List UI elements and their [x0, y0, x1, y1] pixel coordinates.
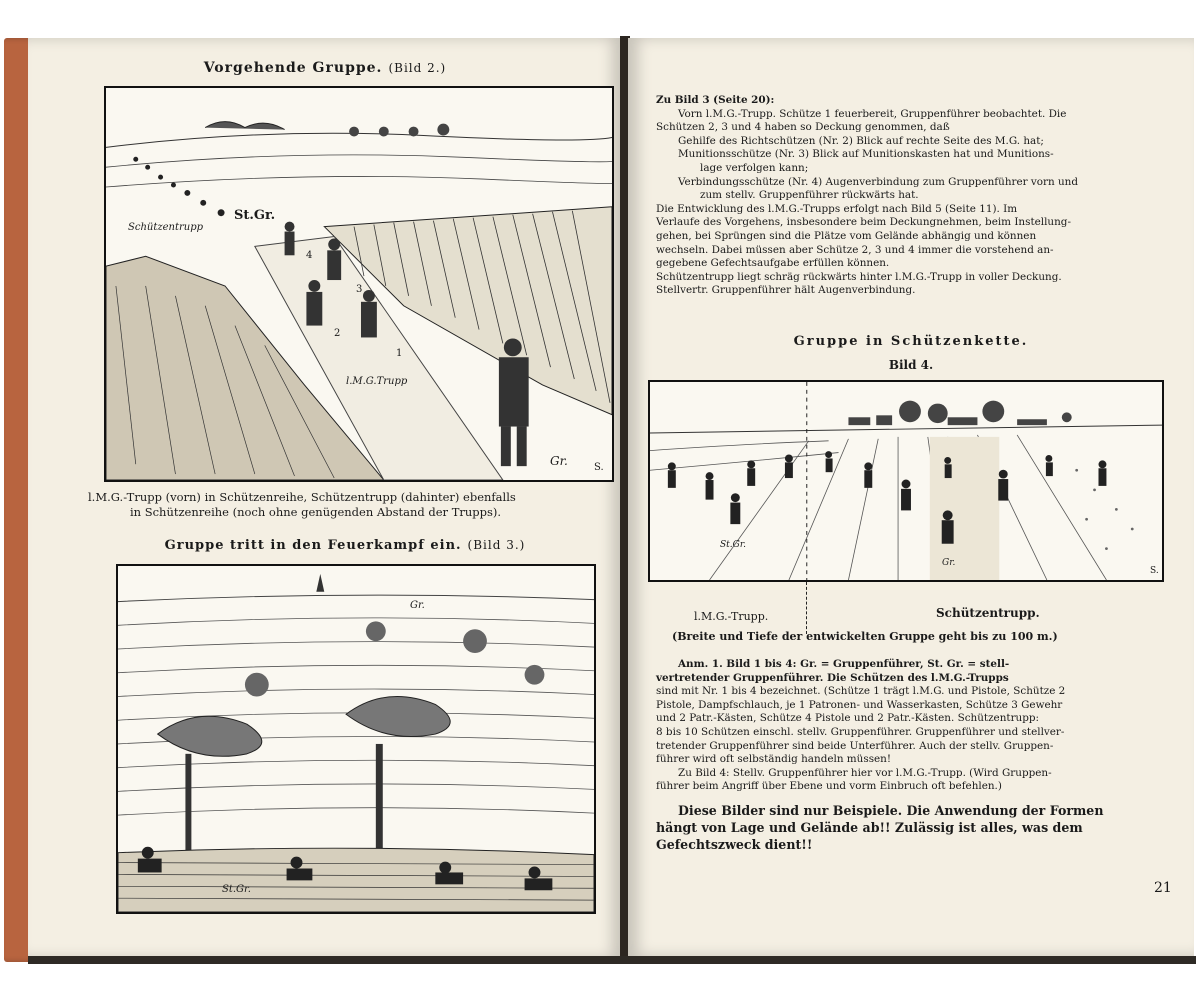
- fig2-caption-line-2: in Schützenreihe (noch ohne genügenden Abstand der Trupps).: [130, 505, 502, 519]
- note-line: führer wird oft selbständig handeln müssen!: [656, 753, 892, 766]
- intro-heading: Zu Bild 3 (Seite 20):: [656, 94, 775, 106]
- body-line: lage verfolgen kann;: [700, 161, 809, 174]
- body-line: Stellvertr. Gruppenführer hält Augenverbindung.: [656, 284, 916, 297]
- fig4-signature: S.: [1150, 566, 1159, 576]
- fig2-label-gr: Gr.: [550, 454, 568, 468]
- note-line: Anm. 1. Bild 1 bis 4: Gr. = Gruppenführer, St. Gr. = stell-: [678, 658, 1010, 670]
- note-line: Pistole, Dampfschlauch, je 1 Patronen- und Wasserkasten, Schütze 3 Gewehr: [656, 698, 1063, 711]
- fig4-title: Gruppe in Schützenkette.: [793, 334, 1029, 349]
- fig2-label-lmg-trupp: l.M.G.Trupp: [346, 376, 408, 387]
- fig4-label-st-gr: St.Gr.: [720, 540, 747, 550]
- intro-text-block: [656, 94, 1176, 298]
- left-page: [28, 38, 622, 958]
- fig3-title-text: Gruppe tritt in den Feuerkampf ein.: [164, 538, 462, 553]
- body-line: Schützen 2, 3 und 4 haben so Deckung genommen, daß: [656, 121, 950, 134]
- figure-2-illustration: [104, 86, 614, 482]
- figure-3-illustration: [116, 564, 596, 914]
- fig2-ref: (Bild 2.): [388, 61, 447, 75]
- body-line: Munitionsschütze (Nr. 3) Blick auf Munitionskasten hat und Munitions-: [678, 148, 1054, 161]
- fig2-signature: S.: [594, 462, 604, 473]
- fig2-label-1: 1: [396, 348, 403, 359]
- fig2-label-st-gr: St.Gr.: [234, 208, 276, 223]
- fig2-title-text: Vorgehende Gruppe.: [203, 60, 383, 76]
- body-line: wechseln. Dabei müssen aber Schütze 2, 3 und 4 immer die vorstehend an-: [656, 243, 1054, 256]
- body-line: Gehilfe des Richtschützen (Nr. 2) Blick auf rechte Seite des M.G. hat;: [678, 134, 1044, 147]
- fig2-label-2: 2: [334, 328, 341, 339]
- note-line: führer beim Angriff über Ebene und vorm Einbruch oft befehlen.): [656, 780, 1002, 793]
- fig3-ref: (Bild 3.): [467, 538, 526, 552]
- fig3-title: [68, 538, 622, 553]
- fig4-divider-line: [806, 582, 807, 634]
- body-line: Die Entwicklung des l.M.G.-Trupps erfolgt nach Bild 5 (Seite 11). Im: [656, 202, 1018, 215]
- note-line: sind mit Nr. 1 bis 4 bezeichnet. (Schütze 1 trägt l.M.G. und Pistole, Schütze 2: [656, 685, 1066, 698]
- fig2-label-4: 4: [306, 250, 313, 261]
- note-line: vertretender Gruppenführer. Die Schützen des l.M.G.-Trupps: [656, 671, 1009, 684]
- note-line: Zu Bild 4: Stellv. Gruppenführer hier vor l.M.G.-Trupp. (Wird Gruppen-: [678, 766, 1052, 779]
- note-line: tretender Gruppenführer sind beide Unterführer. Auch der stellv. Gruppen-: [656, 739, 1054, 752]
- fig2-label-3: 3: [356, 284, 363, 295]
- fig4-note: (Breite und Tiefe der entwickelten Gruppe geht bis zu 100 m.): [672, 630, 1058, 643]
- body-line: zum stellv. Gruppenführer rückwärts hat.: [700, 189, 919, 202]
- closing-line: Gefechtszweck dient!!: [656, 837, 813, 852]
- body-line: Vorn l.M.G.-Trupp. Schütze 1 feuerbereit, Gruppenführer beobachtet. Die: [678, 107, 1067, 120]
- notes-block: [656, 658, 1176, 794]
- fig2-label-schuetzentrupp: Schützentrupp: [128, 222, 204, 233]
- fig4-ref: Bild 4.: [888, 358, 934, 372]
- right-page: [628, 38, 1194, 956]
- body-line: Verlaufe des Vorgehens, insbesondere beim Deckungnehmen, beim Instellung-: [656, 216, 1071, 229]
- fig2-caption: [88, 490, 622, 520]
- closing-block: [656, 802, 1176, 853]
- body-line: gegebene Gefechtsaufgabe erfüllen können.: [656, 257, 890, 270]
- fig4-sub-right: Schützentrupp.: [936, 606, 1040, 620]
- book-bottom-edge: [28, 956, 1196, 964]
- body-line: Verbindungsschütze (Nr. 4) Augenverbindung zum Gruppenführer vorn und: [678, 175, 1079, 188]
- note-line: und 2 Patr.-Kästen, Schütze 4 Pistole und 2 Patr.-Kästen. Schützentrupp:: [656, 712, 1040, 725]
- fig2-caption-line-1: l.M.G.-Trupp (vorn) in Schützenreihe, Schützentrupp (dahinter) ebenfalls: [88, 490, 516, 504]
- closing-line: Diese Bilder sind nur Beispiele. Die Anwendung der Formen: [678, 803, 1104, 818]
- note-line: 8 bis 10 Schützen einschl. stellv. Gruppenführer. Gruppenführer und stellver-: [656, 725, 1065, 738]
- fig4-sub-left: l.M.G.-Trupp.: [694, 610, 769, 623]
- fig3-label-gr: Gr.: [410, 600, 425, 611]
- fig2-title: [28, 60, 622, 76]
- figure-4-illustration: [648, 380, 1164, 582]
- body-line: gehen, bei Sprüngen sind die Plätze vom Gelände abhängig und können: [656, 229, 1037, 242]
- page-number: 21: [1154, 880, 1172, 896]
- closing-line: hängt von Lage und Gelände ab!! Zulässig ist alles, was dem: [656, 820, 1083, 835]
- fig4-label-gr: Gr.: [942, 558, 956, 568]
- fig3-label-st-gr: St.Gr.: [222, 884, 251, 895]
- body-line: Schützentrupp liegt schräg rückwärts hinter l.M.G.-Trupp in voller Deckung.: [656, 270, 1062, 283]
